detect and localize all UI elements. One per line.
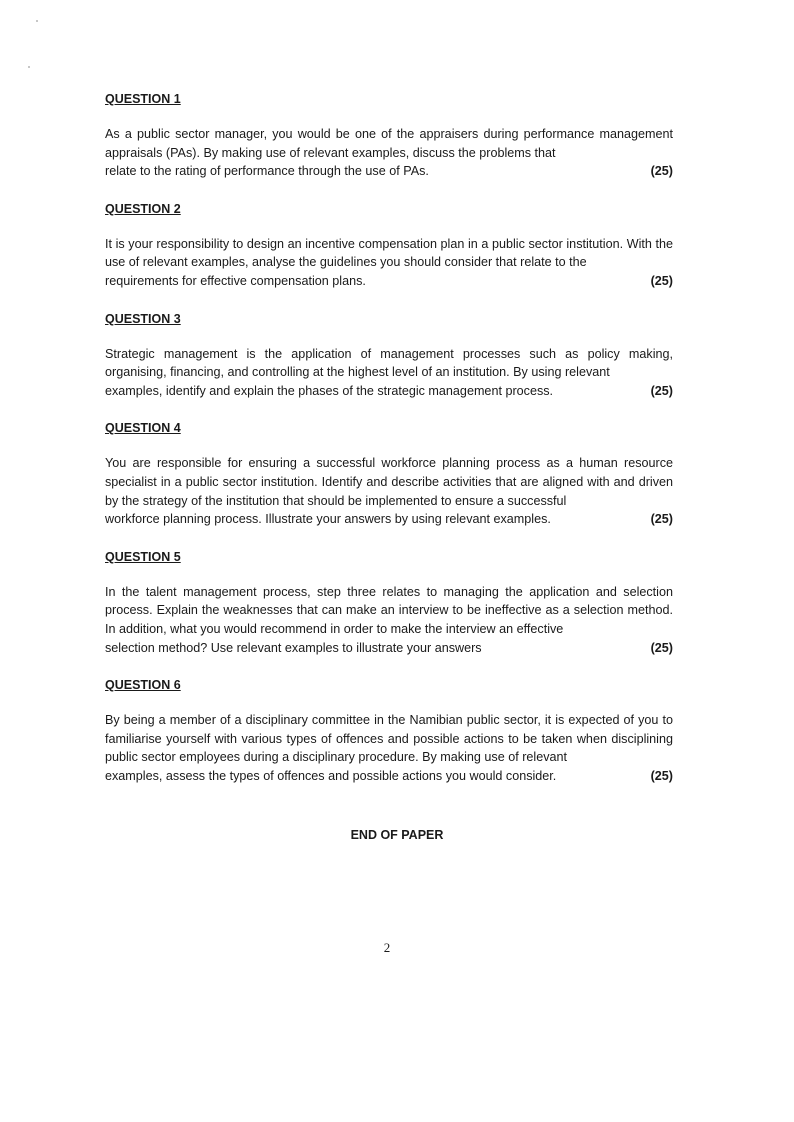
- question-heading: QUESTION 1: [105, 92, 181, 106]
- question-heading: QUESTION 2: [105, 201, 181, 216]
- question-text: [105, 583, 673, 657]
- question-text-end: examples, assess the types of offences and possible actions you would consider.: [105, 768, 557, 783]
- scan-speck: [28, 66, 30, 68]
- page-number: 2: [383, 940, 391, 955]
- question-last-line: [105, 162, 673, 181]
- question-text-end: requirements for effective compensation plans.: [105, 273, 366, 288]
- question-text-body: It is your responsibility to design an incentive compensation plan in a public sector institution. With the use of relevant examples, analyse the guidelines you should consider that relate to the: [105, 236, 673, 270]
- questions-section: [105, 90, 673, 804]
- question-last-line: [105, 272, 673, 291]
- question-marks: (25): [650, 512, 673, 527]
- question-3: [105, 310, 673, 401]
- question-text: [105, 711, 673, 785]
- question-marks: (25): [650, 273, 673, 288]
- question-2: [105, 200, 673, 291]
- question-last-line: [105, 382, 673, 401]
- question-5: [105, 548, 673, 657]
- question-text-end: selection method? Use relevant examples to illustrate your answers: [105, 640, 482, 655]
- question-heading: QUESTION 6: [105, 678, 181, 693]
- question-text-body: In the talent management process, step three relates to managing the application and selection process. Explain the weaknesses that can make an interview to be ineffective as a selection method. In addition, what you would recommend in order to make the interview an effective: [105, 584, 673, 636]
- question-heading: QUESTION 5: [105, 549, 181, 564]
- question-marks: (25): [650, 640, 673, 655]
- end-of-paper: END OF PAPER: [350, 828, 444, 842]
- question-text-end: workforce planning process. Illustrate your answers by using relevant examples.: [105, 512, 551, 527]
- question-text: [105, 454, 673, 528]
- question-text-body: Strategic management is the application of management processes such as policy making, organising, financing, and controlling at the highest level of an institution. By using relevant: [105, 346, 673, 380]
- question-text-end: examples, identify and explain the phases of the strategic management process.: [105, 383, 554, 398]
- question-6: [105, 676, 673, 785]
- question-last-line: [105, 510, 673, 529]
- question-last-line: [105, 767, 673, 786]
- question-text: [105, 235, 673, 291]
- question-marks: (25): [650, 383, 673, 398]
- question-marks: (25): [650, 768, 673, 783]
- question-text-end: relate to the rating of performance through the use of PAs.: [105, 164, 429, 179]
- question-text-body: As a public sector manager, you would be one of the appraisers during performance management appraisals (PAs). By making use of relevant examples, discuss the problems that: [105, 127, 673, 160]
- question-text-body: You are responsible for ensuring a successful workforce planning process as a human resource specialist in a public sector institution. Identify and describe activities that are aligned with and driven by the strategy of the institution that should be implemented to ensure a successful: [105, 456, 673, 508]
- question-4: [105, 419, 673, 528]
- question-marks: (25): [650, 164, 673, 179]
- question-text: [105, 345, 673, 401]
- question-1: [105, 90, 673, 181]
- question-text-body: By being a member of a disciplinary committee in the Namibian public sector, it is expected of you to familiarise yourself with various types of offences and possible actions to be taken when disciplining public sector employees during a disciplinary procedure. By making use of relevant: [105, 713, 673, 765]
- question-heading: QUESTION 3: [105, 311, 181, 326]
- question-heading: QUESTION 4: [105, 421, 181, 436]
- scan-speck: [36, 20, 38, 22]
- question-text: [105, 125, 673, 181]
- question-last-line: [105, 639, 673, 658]
